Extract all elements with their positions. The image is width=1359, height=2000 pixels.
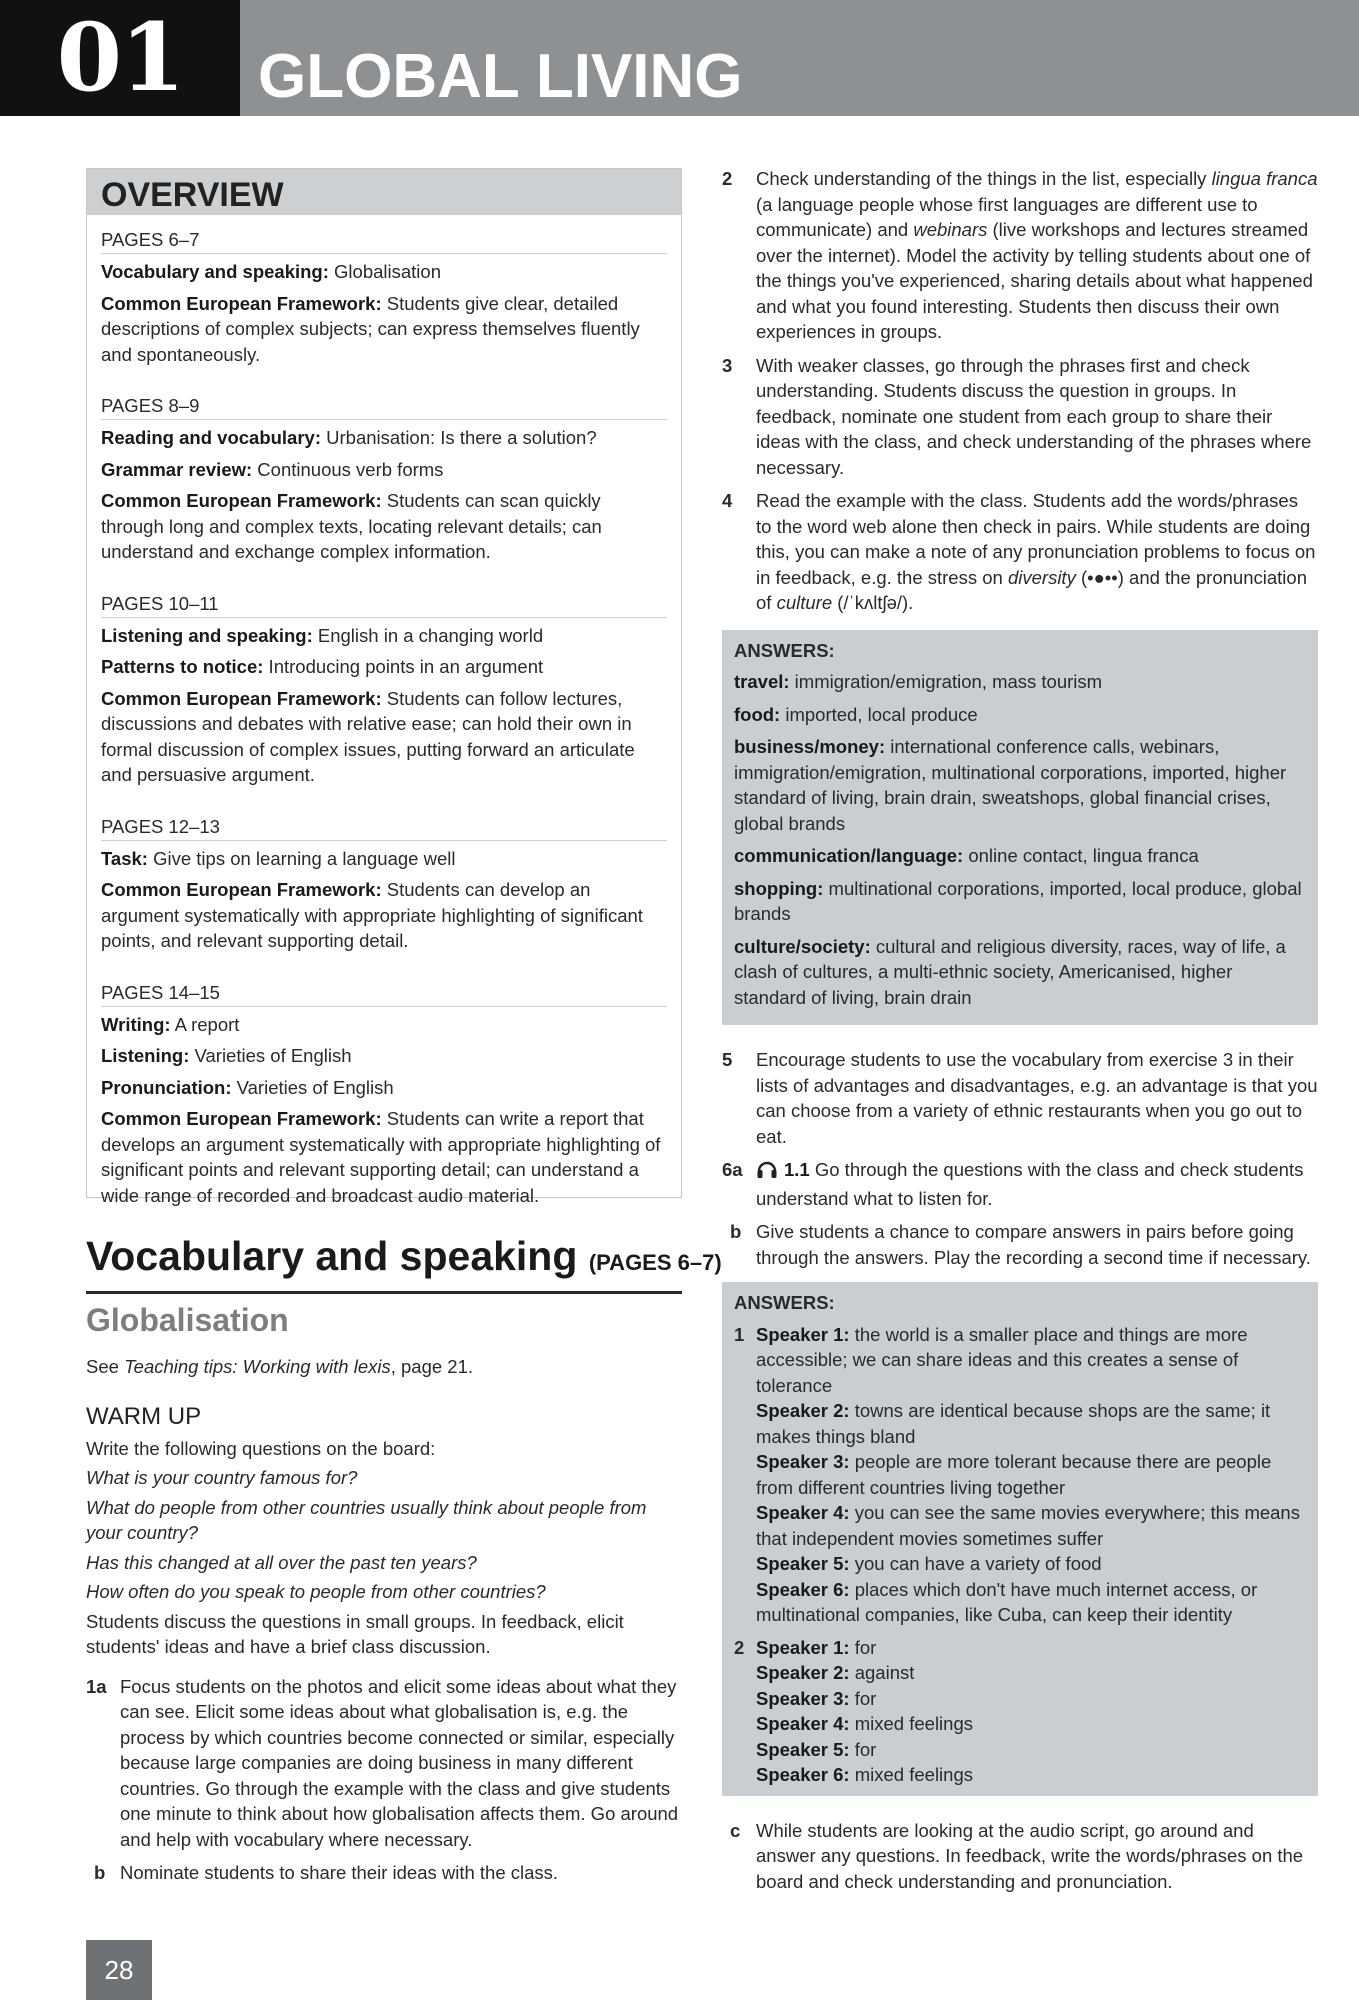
warm-up-question: What is your country famous for? (86, 1467, 358, 1488)
chapter-number: 01 (0, 0, 240, 116)
overview-block (101, 215, 667, 367)
section-rule (86, 1291, 682, 1294)
exercise-3: 3 With weaker classes, go through the phrases first and check understanding. Students discuss the question in groups. In feedback, nominate one student from each group to share their ideas with the class, and check understanding of the phrases where necessary. (722, 354, 1312, 478)
overview-title: OVERVIEW (87, 169, 681, 215)
warm-up-intro: Write the following questions on the board: (86, 1437, 436, 1459)
overview-line: Common European Framework: Students can follow lectures, discussions and debates with relative ease; can hold their own in formal discussion of complex issues, putting forward an articulate and persuasive argument. (101, 687, 635, 785)
overview-pages: PAGES 10–11 (101, 579, 667, 618)
overview-line: Writing: A report (101, 1013, 240, 1035)
warm-up-question: What do people from other countries usually think about people from your country? (86, 1496, 647, 1543)
overview-line: Listening and speaking: English in a changing world (101, 624, 544, 646)
exercise-6b: b Give students a chance to compare answers in pairs before going through the answers. Play the recording a second time if necessary. (730, 1221, 1311, 1268)
overview-line: Listening: Varieties of English (101, 1045, 352, 1066)
vocabulary-section (86, 1232, 722, 1894)
overview-line: Pronunciation: Varieties of English (101, 1076, 394, 1098)
section-title: Vocabulary and speaking (PAGES 6–7) (86, 1233, 722, 1279)
answer-group-1: 1 Speaker 1: the world is a smaller place and things are more accessible; we can share ideas and this creates a sense of tolerance Speaker 2: towns are identical because shops are the same; it makes things bland Speaker 3: people are more tolerant because there are people from different countries living together Speaker 4: you can see the same movies everywhere; this means that independent movies sometimes suffer Speaker 5: you can have a variety of food Speaker 6: places which don't have much internet access, or multinational companies, like Cuba, can keep their identity (734, 1323, 1300, 1625)
page-number: 28 (86, 1940, 152, 2000)
overview-line: Reading and vocabulary: Urbanisation: Is there a solution? (101, 427, 597, 448)
answers-box (722, 1282, 1318, 1796)
overview-pages: PAGES 8–9 (101, 381, 667, 420)
exercise-2: 2 Check understanding of the things in the list, especially lingua franca (a language people whose first languages are different use to communicate) and webinars (live workshops and lectures streamed over the internet). Model the activity by telling students about one of the things you've experienced, sharing details about what happened and what you found interesting. Students then discuss their own experiences in groups. (722, 168, 1318, 342)
see-teaching-tips: See Teaching tips: Working with lexis, page 21. (86, 1356, 474, 1377)
exercise-5: 5 Encourage students to use the vocabulary from exercise 3 in their lists of advantages and disadvantages, e.g. an advantage is that you can choose from a variety of ethnic restaurants when you go out to eat. (722, 1049, 1318, 1147)
overview-pages: PAGES 6–7 (101, 215, 667, 254)
warm-up-title: WARM UP (86, 1402, 202, 1430)
section-pages: (PAGES 6–7) (588, 1250, 722, 1275)
warm-up-question: How often do you speak to people from other countries? (86, 1581, 546, 1602)
overview-line: Common European Framework: Students give clear, detailed descriptions of complex subjects; can express themselves fluently and spontaneously. (101, 292, 640, 365)
overview-line: Patterns to notice: Introducing points in an argument (101, 656, 544, 677)
overview-line: Grammar review: Continuous verb forms (101, 458, 444, 480)
answer-line: travel: immigration/emigration, mass tourism (734, 671, 1103, 692)
warm-up-close: Students discuss the questions in small groups. In feedback, elicit students' ideas and have a brief class discussion. (86, 1610, 624, 1657)
answer-line: culture/society: cultural and religious diversity, races, way of life, a clash of cultures, a multi-ethnic society, Americanised, higher standard of living, brain drain (734, 935, 1286, 1008)
overview-line: Common European Framework: Students can scan quickly through long and complex texts, locating relevant details; can understand and exchange complex information. (101, 490, 602, 562)
headphones-icon (756, 1159, 778, 1186)
overview-block (101, 381, 667, 565)
exercise-1a: 1a Focus students on the photos and elicit some ideas about what they can see. Elicit some ideas about what globalisation is, e.g. the process by which countries become connected or similar, especially because large companies are doing business in many different countries. Go through the example with the class and give students one minute to think about how globalisation affects them. Go around and help with vocabulary where necessary. (86, 1675, 679, 1850)
overview-box (86, 168, 682, 1206)
answer-line: communication/language: online contact, lingua franca (734, 845, 1199, 866)
answers-heading: ANSWERS: (734, 639, 835, 661)
chapter-header (0, 0, 1359, 116)
overview-line: Task: Give tips on learning a language well (101, 847, 456, 869)
exercise-6a: 6a 1.1 Go through the questions with the class and check students understand what to listen for. (722, 1159, 1304, 1209)
overview-pages: PAGES 14–15 (101, 968, 667, 1007)
exercise-4: 4 Read the example with the class. Students add the words/phrases to the word web alone then check in pairs. While students are doing this, you can make a note of any pronunciation problems to focus on in feedback, e.g. the stress on diversity (•●••) and the pronunciation of culture (/ˈkʌltʃə/). (722, 490, 1316, 613)
chapter-title: GLOBAL LIVING (258, 42, 743, 111)
answer-group-2: 2 Speaker 1: for Speaker 2: against Speaker 3: for Speaker 4: mixed feelings Speaker 5: for Speaker 6: mixed feelings (734, 1636, 973, 1785)
answer-line: business/money: international conference calls, webinars, immigration/emigration, multinational corporations, imported, higher standard of living, brain drain, sweatshops, global financial crises, global brands (734, 736, 1287, 834)
right-column (722, 166, 1318, 1902)
exercise-1b: b Nominate students to share their ideas with the class. (94, 1862, 559, 1883)
overview-line: Vocabulary and speaking: Globalisation (101, 261, 441, 282)
answer-line: food: imported, local produce (734, 703, 978, 725)
overview-line: Common European Framework: Students can write a report that develops an argument systematically with appropriate highlighting of significant points and relevant supporting detail; can understand a wide range of recorded and broadcast audio material. (101, 1108, 661, 1206)
section-subtitle: Globalisation (86, 1302, 289, 1338)
exercise-6c: c While students are looking at the audio script, go around and answer any questions. In feedback, write the words/phrases on the board and check understanding and pronunciation. (730, 1819, 1304, 1892)
overview-line: Common European Framework: Students can develop an argument systematically with appropriate highlighting of significant points, and relevant supporting detail. (101, 879, 643, 951)
answers-box (722, 630, 1318, 1026)
warm-up-question: Has this changed at all over the past ten years? (86, 1551, 477, 1573)
overview-block (101, 579, 667, 788)
answer-line: shopping: multinational corporations, imported, local produce, global brands (734, 877, 1302, 924)
overview-pages: PAGES 12–13 (101, 802, 667, 841)
overview-block (101, 802, 667, 954)
answers-heading: ANSWERS: (734, 1292, 835, 1313)
overview-block (101, 968, 667, 1209)
